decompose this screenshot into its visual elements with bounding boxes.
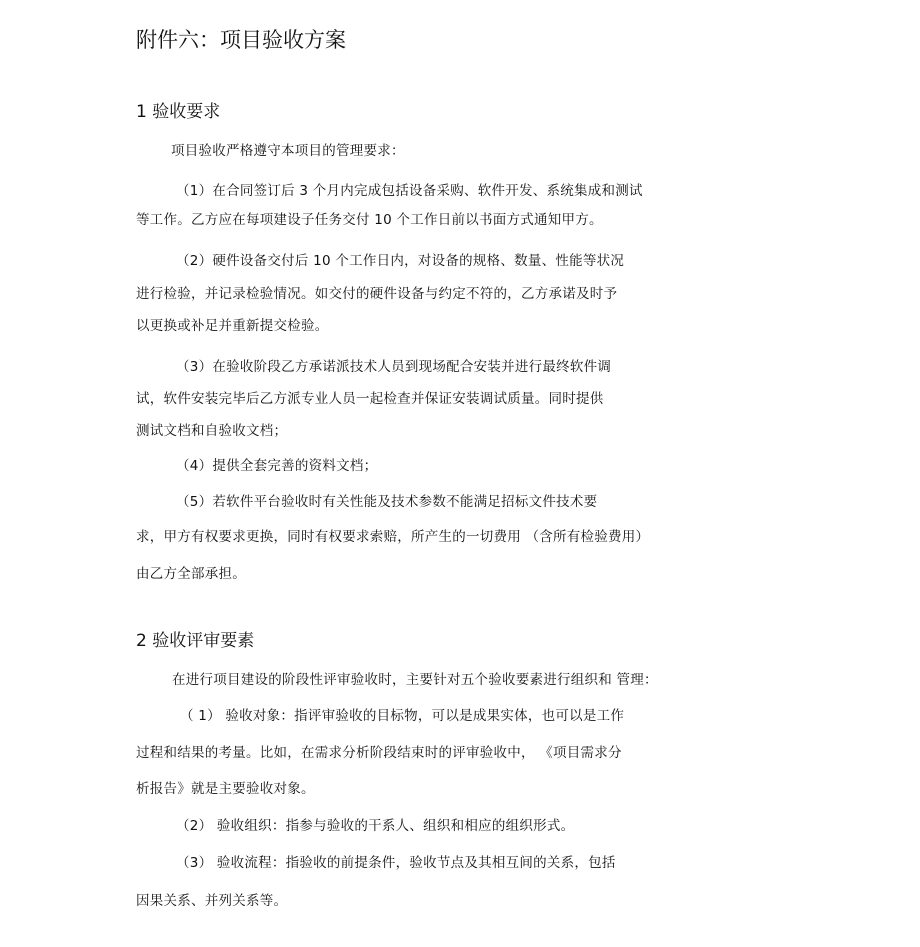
s1-item2-line2: 进行检验，并记录检验情况。如交付的硬件设备与约定不符的，乙方承诺及时予 [136, 286, 618, 302]
s2-item3-line2: 因果关系、并列关系等。 [136, 893, 288, 909]
s1-item3-line1: （3）在验收阶段乙方承诺派技术人员到现场配合安装并进行最终软件调 [176, 359, 612, 375]
s1-item5-line1: （5）若软件平台验收时有关性能及技术参数不能满足招标文件技术要 [176, 494, 598, 510]
s1-item5-line2: 求，甲方有权要求更换，同时有权要求索赔，所产生的一切费用 （含所有检验费用） [136, 529, 650, 545]
s1-item3-line2: 试，软件安装完毕后乙方派专业人员一起检查并保证安装调试质量。同时提供 [136, 391, 604, 407]
s2-item1-line2: 过程和结果的考量。比如，在需求分析阶段结束时的评审验收中， 《项目需求分 [136, 745, 622, 761]
s1-item2-line1: （2）硬件设备交付后 10 个工作日内，对设备的规格、数量、性能等状况 [176, 253, 625, 269]
s2-item2-line1: （2） 验收组织：指参与验收的干系人、组织和相应的组织形式。 [176, 818, 575, 834]
s2-item1-line3: 析报告》就是主要验收对象。 [136, 781, 315, 797]
s1-item1-line1: （1）在合同签订后 3 个月内完成包括设备采购、软件开发、系统集成和测试 [176, 183, 643, 199]
s2-item3-line1: （3） 验收流程：指验收的前提条件，验收节点及其相互间的关系，包括 [176, 855, 616, 871]
s1-item5-line3: 由乙方全部承担。 [136, 566, 246, 582]
section-2-heading: 2 验收评审要素 [136, 631, 255, 651]
section-1-heading: 1 验收要求 [136, 102, 221, 122]
s1-item3-line3: 测试文档和自验收文档； [136, 423, 288, 439]
s1-item1-line2: 等工作。乙方应在每项建设子任务交付 10 个工作日前以书面方式通知甲方。 [136, 212, 603, 228]
document-title: 附件六：项目验收方案 [136, 28, 346, 52]
s2-item1-line1: （ 1） 验收对象：指评审验收的目标物，可以是成果实体，也可以是工作 [180, 708, 625, 724]
s1-item2-line3: 以更换或补足并重新提交检验。 [136, 318, 329, 334]
s1-item4-line1: （4）提供全套完善的资料文档； [176, 458, 378, 474]
section-1-intro: 项目验收严格遵守本项目的管理要求： [171, 143, 405, 159]
section-2-intro: 在进行项目建设的阶段性评审验收时，主要针对五个验收要素进行组织和 管理： [172, 672, 658, 688]
